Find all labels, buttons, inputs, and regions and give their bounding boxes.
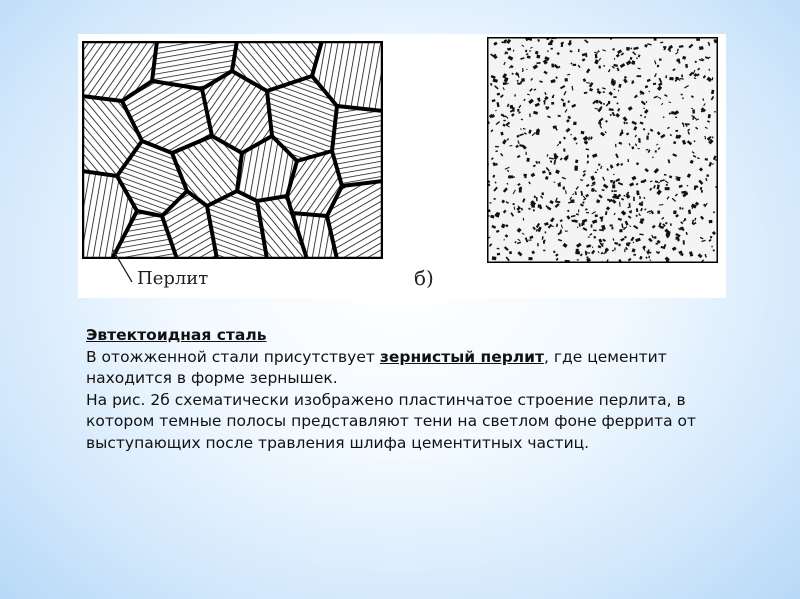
text-block <box>86 325 726 454</box>
paragraph-1 <box>86 347 726 390</box>
figure-b-label: б) <box>414 266 434 290</box>
pearlite-grain-sketch <box>82 41 383 259</box>
section-heading: Эвтектоидная сталь <box>86 326 267 344</box>
granular-perlite-term: зернистый перлит <box>379 347 545 366</box>
paragraph-2: На рис. 2б схематически изображено пластинчатое строение перлита, в котором темные полосы представляют тени на светлом фоне феррита от выступающих после травления шлифа цементитных частиц. <box>86 390 697 452</box>
micrograph-image <box>487 37 718 263</box>
paragraph-1-end: , где цементит находится в форме зернышек. <box>86 347 667 387</box>
paragraph-1-start: В отожженной стали присутствует <box>86 347 380 366</box>
perlite-label: Перлит <box>137 268 209 289</box>
